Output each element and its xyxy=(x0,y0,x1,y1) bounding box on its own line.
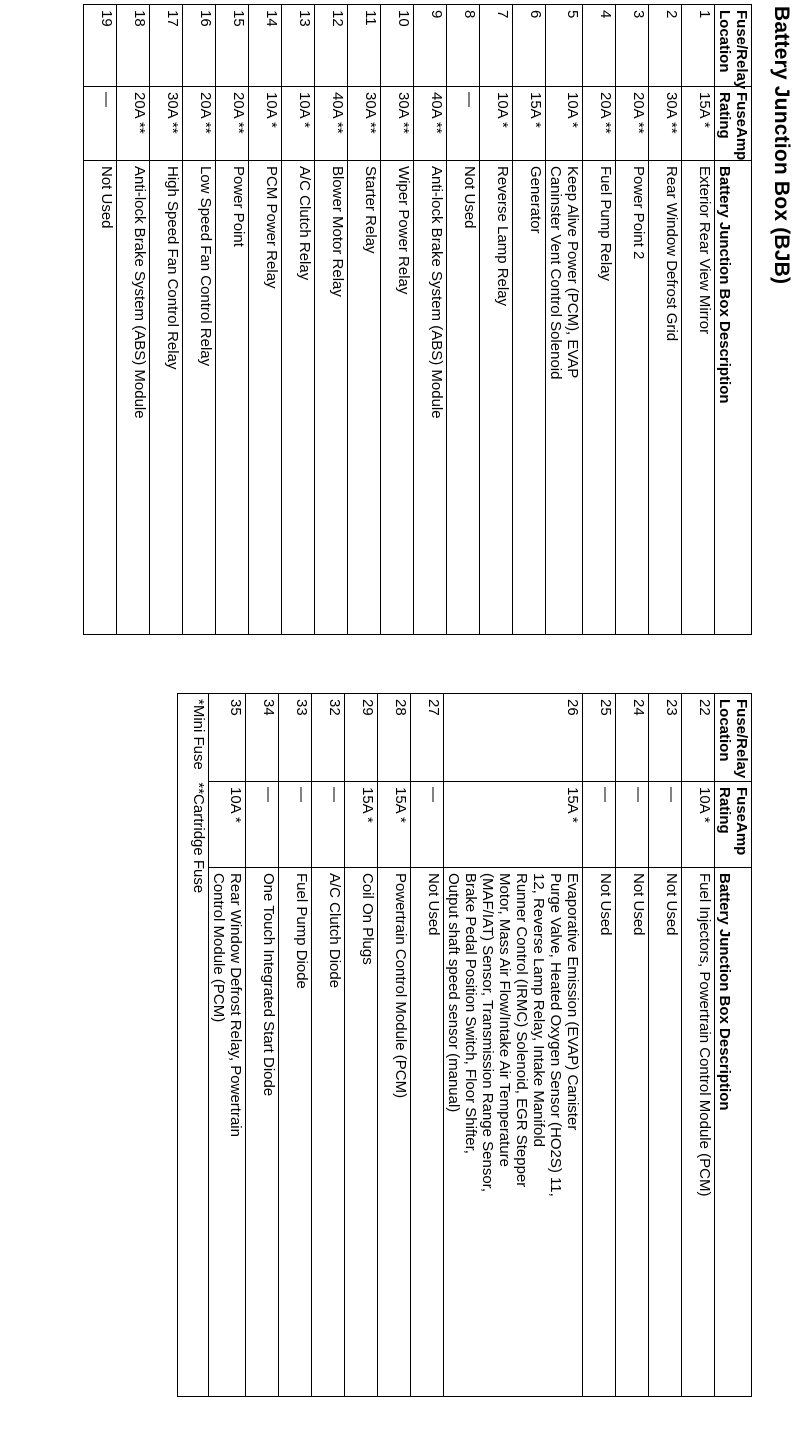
table-row xyxy=(282,5,315,635)
fuse-rating-cell: 10A * xyxy=(682,782,715,868)
table-row xyxy=(583,694,616,1397)
footnote-cell xyxy=(178,694,209,1397)
table-row xyxy=(682,694,715,1397)
fuse-description-cell xyxy=(682,161,715,635)
fuse-rating-cell: — xyxy=(583,782,616,868)
description-line: Not Used xyxy=(461,166,478,229)
table-row xyxy=(546,5,583,635)
fuse-location-cell: 22 xyxy=(682,694,715,782)
table-row xyxy=(414,5,447,635)
fuse-rating-cell: 30A ** xyxy=(381,87,414,161)
fuse-rating-cell: — xyxy=(649,782,682,868)
fuse-rating-cell: 40A ** xyxy=(414,87,447,161)
table-row xyxy=(682,5,715,635)
fuse-rating-cell: 30A ** xyxy=(348,87,381,161)
header-location-line1: Fuse/Relay xyxy=(733,699,750,779)
description-line: Power Point xyxy=(230,166,247,247)
description-line: Fuel Pump Relay xyxy=(597,166,614,282)
fuse-description-cell xyxy=(411,868,444,1397)
description-line: Fuel Injectors, Powertrain Control Module (PCM) xyxy=(696,873,713,1197)
table-row xyxy=(616,694,649,1397)
fuse-rating-cell: 40A ** xyxy=(315,87,348,161)
description-line: PCM Power Relay xyxy=(263,166,280,289)
fuse-rows-right xyxy=(209,694,715,1397)
fuse-description-cell xyxy=(616,161,649,635)
header-location-line2: Location xyxy=(716,10,733,73)
fuse-description-cell xyxy=(447,161,480,635)
fuse-description-cell xyxy=(348,161,381,635)
header-rating-line2: Rating xyxy=(716,787,733,834)
description-line: Reverse Lamp Relay xyxy=(494,166,511,307)
description-line: Not Used xyxy=(425,873,442,936)
fuse-description-cell xyxy=(249,161,282,635)
fuse-rating-cell: 10A * xyxy=(282,87,315,161)
table-row xyxy=(583,5,616,635)
fuse-description-cell xyxy=(117,161,150,635)
fuse-location-cell: 2 xyxy=(649,5,682,87)
fuse-location-cell: 33 xyxy=(279,694,312,782)
description-line: Not Used xyxy=(630,873,647,936)
table-row xyxy=(84,5,117,635)
table-row xyxy=(447,5,480,635)
header-description: Battery Junction Box Description xyxy=(715,161,752,635)
table-row xyxy=(209,694,246,1397)
fuse-description-cell xyxy=(649,161,682,635)
fuse-rating-cell: 20A ** xyxy=(216,87,249,161)
fuse-location-cell: 4 xyxy=(583,5,616,87)
fuse-location-cell: 6 xyxy=(513,5,546,87)
table-row xyxy=(315,5,348,635)
table-row xyxy=(249,5,282,635)
fuse-description-cell xyxy=(216,161,249,635)
fuse-table-right xyxy=(177,693,752,1397)
fuse-rating-cell: 15A * xyxy=(444,782,583,868)
table-row xyxy=(649,5,682,635)
table-row xyxy=(649,694,682,1397)
fuse-location-cell: 19 xyxy=(84,5,117,87)
fuse-location-cell: 3 xyxy=(616,5,649,87)
fuse-location-cell: 1 xyxy=(682,5,715,87)
table-row xyxy=(616,5,649,635)
fuse-description-cell xyxy=(378,868,411,1397)
fuse-rating-cell: 20A ** xyxy=(117,87,150,161)
fuse-rating-cell: 15A * xyxy=(345,782,378,868)
table-row xyxy=(246,694,279,1397)
fuse-description-cell xyxy=(84,161,117,635)
fuse-location-cell: 7 xyxy=(480,5,513,87)
fuse-location-cell: 35 xyxy=(209,694,246,782)
description-line: 12, Reverse Lamp Relay, Intake Manifold xyxy=(530,873,547,1148)
description-line: Exterior Rear View Mirror xyxy=(696,166,713,335)
table-row xyxy=(345,694,378,1397)
fuse-location-cell: 24 xyxy=(616,694,649,782)
fuse-description-cell xyxy=(480,161,513,635)
description-line: Generator xyxy=(527,166,544,234)
fuse-location-cell: 8 xyxy=(447,5,480,87)
description-line: Anti-lock Brake System (ABS) Module xyxy=(131,166,148,419)
description-line: Caninster Vent Control Solenoid xyxy=(547,166,564,380)
description-line: Fuel Pump Diode xyxy=(293,873,310,989)
description-line: Not Used xyxy=(597,873,614,936)
description-line: Power Point 2 xyxy=(630,166,647,260)
description-line: Rear Window Defrost Relay, Powertrain xyxy=(227,873,244,1137)
table-row xyxy=(381,5,414,635)
fuse-rating-cell: 15A * xyxy=(513,87,546,161)
fuse-table-left xyxy=(83,4,752,635)
table-header-row xyxy=(715,694,752,1397)
fuse-location-cell: 25 xyxy=(583,694,616,782)
fuse-location-cell: 5 xyxy=(546,5,583,87)
description-line: Keep Alive Power (PCM), EVAP xyxy=(564,166,581,379)
table-row xyxy=(348,5,381,635)
fuse-rating-cell: 30A ** xyxy=(649,87,682,161)
fuse-rating-cell: — xyxy=(447,87,480,161)
footnote-row xyxy=(178,694,209,1397)
table-row xyxy=(183,5,216,635)
fuse-location-cell: 28 xyxy=(378,694,411,782)
description-line: Rear Window Defrost Grid xyxy=(663,166,680,342)
fuse-description-cell xyxy=(616,868,649,1397)
fuse-description-cell xyxy=(246,868,279,1397)
table-header-row xyxy=(715,5,752,635)
fuse-rating-cell: 30A ** xyxy=(150,87,183,161)
fuse-location-cell: 17 xyxy=(150,5,183,87)
header-rating xyxy=(715,87,752,161)
fuse-location-cell: 27 xyxy=(411,694,444,782)
fuse-rating-cell: — xyxy=(246,782,279,868)
fuse-description-cell xyxy=(444,868,583,1397)
fuse-description-cell xyxy=(649,868,682,1397)
fuse-rating-cell: 10A * xyxy=(546,87,583,161)
fuse-description-cell xyxy=(345,868,378,1397)
description-line: High Speed Fan Control Relay xyxy=(164,166,181,370)
fuse-description-cell xyxy=(682,868,715,1397)
table-row xyxy=(378,694,411,1397)
fuse-description-cell xyxy=(315,161,348,635)
table-row xyxy=(150,5,183,635)
fuse-description-cell xyxy=(381,161,414,635)
fuse-description-cell xyxy=(209,868,246,1397)
header-description: Battery Junction Box Description xyxy=(715,868,752,1397)
table-row xyxy=(117,5,150,635)
fuse-location-cell: 9 xyxy=(414,5,447,87)
description-line: Runner Control (IRMC) Solenoid, EGR Stepper xyxy=(513,873,530,1188)
description-line: Purge Valve, Heated Oxygen Sensor (HO2S) 11, xyxy=(547,873,564,1197)
description-line: A/C Clutch Diode xyxy=(326,873,343,989)
header-rating-line1: FuseAmp xyxy=(733,787,750,856)
fuse-rating-cell: — xyxy=(279,782,312,868)
fuse-description-cell xyxy=(312,868,345,1397)
header-location-line2: Location xyxy=(716,699,733,762)
table-row xyxy=(480,5,513,635)
description-line: Starter Relay xyxy=(362,166,379,254)
description-line: (MAF/IAT) Sensor, Transmission Range Sensor, xyxy=(479,873,496,1193)
fuse-rating-cell: 10A * xyxy=(249,87,282,161)
description-line: Coil On Plugs xyxy=(359,873,376,965)
fuse-location-cell: 32 xyxy=(312,694,345,782)
table-row xyxy=(513,5,546,635)
fuse-location-cell: 13 xyxy=(282,5,315,87)
fuse-description-cell xyxy=(279,868,312,1397)
fuse-rating-cell: 15A * xyxy=(378,782,411,868)
fuse-location-cell: 34 xyxy=(246,694,279,782)
description-line: Low Speed Fan Control Relay xyxy=(197,166,214,367)
header-rating xyxy=(715,782,752,868)
table-row xyxy=(411,694,444,1397)
fuse-rating-cell: 15A * xyxy=(682,87,715,161)
fuse-description-cell xyxy=(513,161,546,635)
description-line: Wiper Power Relay xyxy=(395,166,412,295)
table-row xyxy=(444,694,583,1397)
table-row xyxy=(312,694,345,1397)
fuse-rating-cell: — xyxy=(312,782,345,868)
fuse-rating-cell: 20A ** xyxy=(583,87,616,161)
fuse-rating-cell: 20A ** xyxy=(616,87,649,161)
fuse-location-cell: 15 xyxy=(216,5,249,87)
description-line: Control Module (PCM) xyxy=(210,873,227,1023)
description-line: Not Used xyxy=(98,166,115,229)
description-line: Output shaft speed sensor (manual) xyxy=(445,873,462,1113)
fuse-location-cell: 10 xyxy=(381,5,414,87)
description-line: Anti-lock Brake System (ABS) Module xyxy=(428,166,445,419)
fuse-location-cell: 26 xyxy=(444,694,583,782)
fuse-rating-cell: — xyxy=(616,782,649,868)
page-title: Battery Junction Box (BJB) xyxy=(770,6,793,285)
fuse-rating-cell: 10A * xyxy=(480,87,513,161)
fuse-rating-cell: 10A * xyxy=(209,782,246,868)
fuse-description-cell xyxy=(282,161,315,635)
table-row xyxy=(216,5,249,635)
header-location xyxy=(715,694,752,782)
description-line: Blower Motor Relay xyxy=(329,166,346,297)
fuse-location-cell: 11 xyxy=(348,5,381,87)
description-line: Brake Pedal Position Switch, Floor Shifter, xyxy=(462,873,479,1154)
description-line: Motor, Mass Air Flow/Intake Air Temperature xyxy=(496,873,513,1168)
description-line: One Touch Integrated Start Diode xyxy=(260,873,277,1097)
fuse-rating-cell: 20A ** xyxy=(183,87,216,161)
description-line: A/C Clutch Relay xyxy=(296,166,313,281)
fuse-description-cell xyxy=(150,161,183,635)
description-line: Not Used xyxy=(663,873,680,936)
table-row xyxy=(279,694,312,1397)
header-rating-line1: FuseAmp xyxy=(733,92,750,161)
footnote: *Mini Fuse **Cartridge Fuse xyxy=(190,699,207,894)
fuse-rating-cell: — xyxy=(84,87,117,161)
fuse-location-cell: 29 xyxy=(345,694,378,782)
header-rating-line2: Rating xyxy=(716,92,733,139)
fuse-rating-cell: — xyxy=(411,782,444,868)
fuse-location-cell: 14 xyxy=(249,5,282,87)
fuse-description-cell xyxy=(546,161,583,635)
fuse-rows-left xyxy=(84,5,715,635)
fuse-description-cell xyxy=(183,161,216,635)
fuse-description-cell xyxy=(583,868,616,1397)
fuse-location-cell: 16 xyxy=(183,5,216,87)
description-line: Powertrain Control Module (PCM) xyxy=(392,873,409,1099)
description-line: Evaporative Emission (EVAP) Canister xyxy=(564,873,581,1131)
header-location xyxy=(715,5,752,90)
fuse-description-cell xyxy=(414,161,447,635)
fuse-location-cell: 12 xyxy=(315,5,348,87)
fuse-description-cell xyxy=(583,161,616,635)
header-location-line1: Fuse/Relay xyxy=(733,10,750,90)
fuse-location-cell: 23 xyxy=(649,694,682,782)
fuse-location-cell: 18 xyxy=(117,5,150,87)
